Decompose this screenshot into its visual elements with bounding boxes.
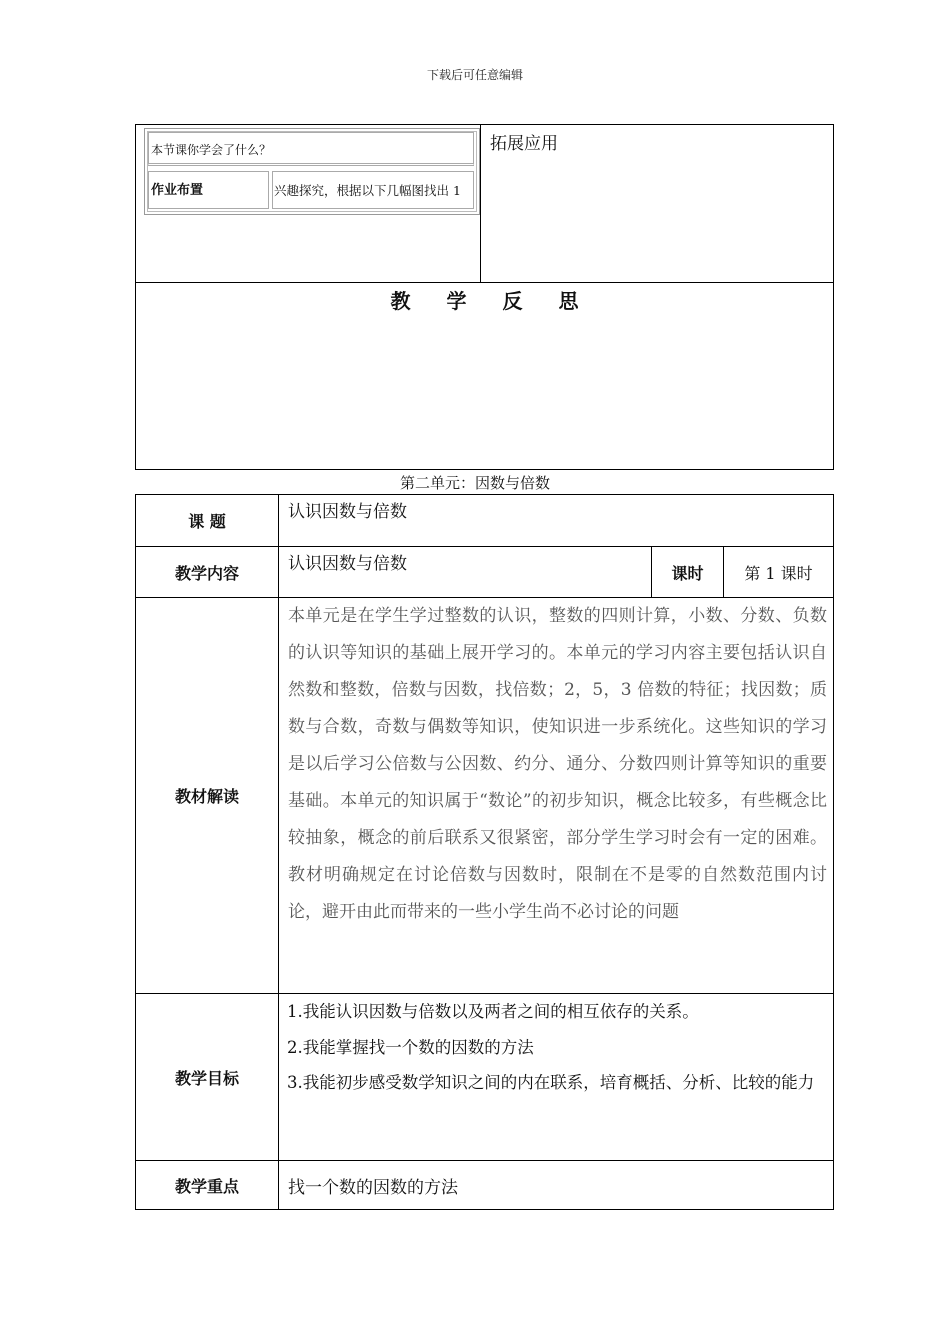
focus-value: 找一个数的因数的方法	[288, 1177, 458, 1198]
table-row	[136, 598, 834, 994]
header-note: 下载后可任意编辑	[426, 68, 523, 82]
goal-item: 3.我能初步感受数学知识之间的内在联系，培育概括、分析、比较的能力	[287, 1073, 815, 1092]
summary-inner-table	[144, 128, 480, 215]
table-row	[136, 495, 834, 547]
lesson-plan-table	[135, 494, 834, 1210]
unit-title: 第二单元：因数与倍数	[399, 474, 550, 492]
homework-label: 作业布置	[148, 171, 269, 209]
goals-cell	[279, 994, 834, 1161]
material-cell	[279, 598, 834, 994]
content-label: 教学内容	[136, 547, 279, 598]
content-cell	[279, 547, 652, 598]
reflection-title: 教学反思	[390, 289, 615, 313]
divider	[136, 282, 833, 283]
focus-cell	[279, 1161, 834, 1210]
goal-item: 1.我能认识因数与倍数以及两者之间的相互依存的关系。	[287, 1002, 699, 1021]
topic-cell	[279, 495, 834, 547]
period-value: 第 1 课时	[724, 547, 834, 598]
period-label: 课时	[652, 547, 724, 598]
goal-item: 2.我能掌握找一个数的因数的方法	[287, 1037, 534, 1057]
table-row	[136, 547, 834, 598]
learned-prompt: 本节课你学会了什么？	[148, 132, 474, 166]
divider	[480, 125, 481, 282]
focus-label: 教学重点	[136, 1161, 279, 1210]
table-row	[136, 1161, 834, 1210]
extend-label: 拓展应用	[490, 134, 558, 154]
topic-label: 课 题	[136, 495, 279, 547]
homework-text: 兴趣探究，根据以下几幅图找出 1	[272, 171, 474, 209]
goals-list	[279, 994, 833, 1101]
content-value: 认识因数与倍数	[288, 554, 407, 574]
material-text: 本单元是在学生学过整数的认识，整数的四则计算，小数、分数、负数的认识等知识的基础上展开学习的。本单元的学习内容主要包括认识自然数和整数，倍数与因数，找倍数；2，5，3 倍数的特征；找因数；质数与合数，奇数与偶数等知识，使知识进一步系统化。这些知识的学习是以后学习公倍数与公因数、约分、通分、分数四则计算等知识的重要基础。本单元的知识属于“数论”的初步知识，概念比较多，有些概念比较抽象，概念的前后联系又很紧密，部分学生学习时会有一定的困难。教材明确规定在讨论倍数与因数时，限制在不是零的自然数范围内讨论，避开由此而带来的一些小学生尚不必讨论的问题	[288, 606, 827, 922]
table-row	[136, 994, 834, 1161]
material-label: 教材解读	[136, 598, 279, 994]
top-lesson-box	[135, 124, 834, 470]
goals-label: 教学目标	[136, 994, 279, 1161]
topic-value: 认识因数与倍数	[288, 502, 407, 522]
